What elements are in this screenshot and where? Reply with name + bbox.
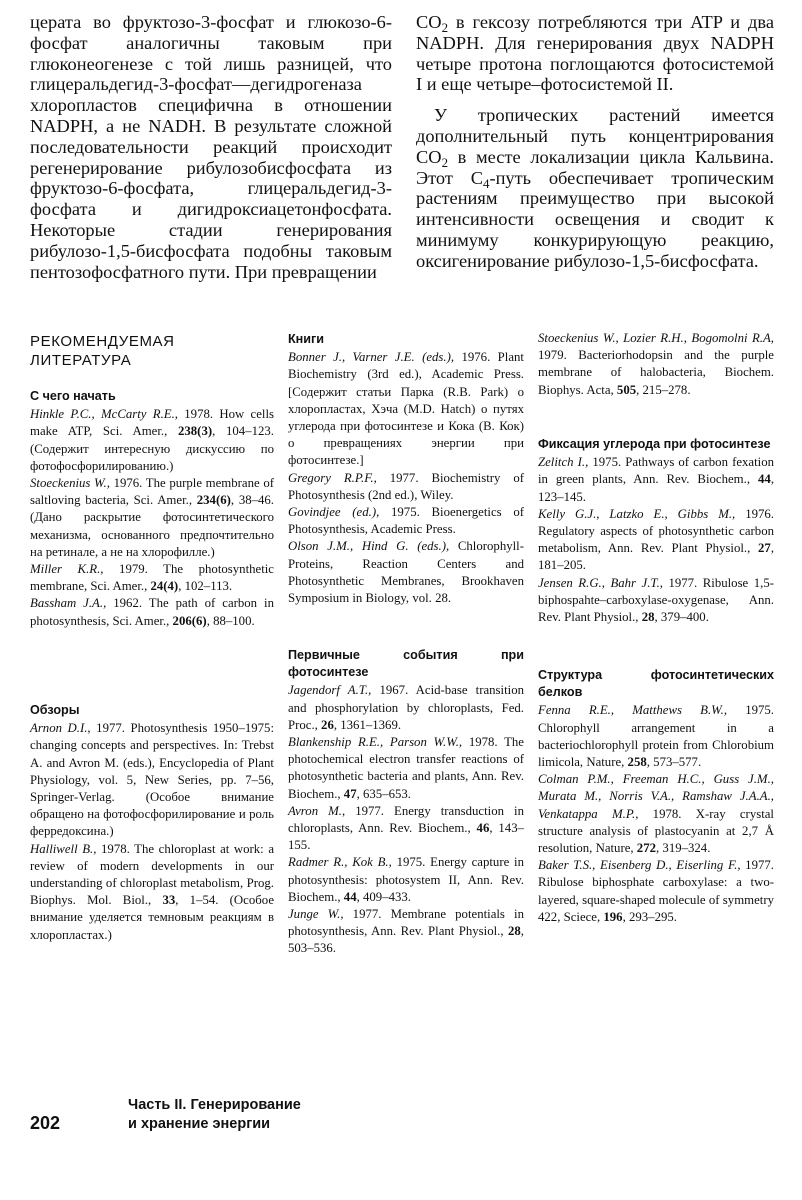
page-number: 202 bbox=[30, 1113, 61, 1133]
reference-entry bbox=[30, 561, 274, 595]
reference-entry bbox=[538, 454, 774, 506]
reference-entry bbox=[288, 854, 524, 906]
fixation-section bbox=[538, 436, 774, 626]
ref-authors: Stoeckenius W., bbox=[30, 476, 110, 491]
ref-year: 1975. bbox=[588, 455, 622, 470]
reference-entry bbox=[288, 682, 524, 734]
ref-year: 1978. bbox=[638, 806, 682, 821]
reference-entry bbox=[30, 841, 274, 944]
reference-entry bbox=[538, 771, 774, 857]
ref-title: Energy transduction in chloroplasts, Ann. Rev. Biochem., bbox=[288, 803, 524, 836]
ref-pages: , 143–155. bbox=[288, 821, 524, 853]
ref-title: The purple membrane of saltloving bacteria, Sci. Amer., bbox=[30, 476, 274, 508]
ref-authors: Olson J.M., Hind G. (eds.), bbox=[288, 539, 450, 554]
ref-year: 1962. bbox=[106, 596, 143, 611]
ref-authors: Jensen R.G., Bahr J.T., bbox=[538, 575, 663, 590]
section-heading: Структура фотосинтетических белков bbox=[538, 668, 774, 700]
ref-volume: 28 bbox=[503, 924, 521, 939]
ref-year: 1976. bbox=[454, 350, 491, 365]
ref-pages: , 1361–1369. bbox=[333, 717, 402, 732]
ref-title: Energy capture in photosynthesis: photosystem II, Ann. Rev. Biochem., bbox=[288, 855, 524, 904]
ref-volume: 33 bbox=[151, 893, 176, 908]
ref-pages: , 503–536. bbox=[288, 924, 524, 956]
ref-volume: 44 bbox=[340, 889, 357, 904]
ref-volume: 196 bbox=[600, 909, 623, 924]
ref-list bbox=[538, 702, 774, 926]
reference-entry bbox=[288, 470, 524, 504]
ref-title: Bioenergetics of Photosynthesis, Academic Press. bbox=[288, 505, 524, 537]
ref-list bbox=[30, 720, 274, 944]
ref-volume: 27 bbox=[750, 541, 771, 556]
ref-volume: 46 bbox=[470, 821, 490, 836]
ref-title: Acid-base transition and phosphorylation by chloroplasts, Fed. Proc., bbox=[288, 683, 524, 732]
reference-entry bbox=[538, 330, 774, 399]
ref-pages: , 38–46. (Дано раскрытие фотосинтетического механизма, основанного предпочтительно на ретинале, а не на хлорофилле.) bbox=[30, 493, 275, 559]
ref-title: Membrane potentials in photosynthesis, Ann. Rev. Plant Physiol., bbox=[288, 907, 524, 939]
ref-title: Biochemistry of Photosynthesis (2nd ed.), Wiley. bbox=[288, 470, 525, 502]
ref-authors: Halliwell B., bbox=[30, 841, 97, 856]
ref-volume: 24(4) bbox=[147, 579, 179, 594]
ref-pages: , 123–145. bbox=[538, 472, 775, 504]
ref-list bbox=[288, 682, 524, 957]
ref-year: 1979. bbox=[538, 348, 567, 363]
reviews-section bbox=[30, 702, 274, 944]
ref-year: 1979. bbox=[103, 562, 148, 577]
ref-title: Bacteriorhodopsin and the purple membrane of halobacteria, Biochem. Biophys. Acta, bbox=[538, 348, 774, 397]
ref-pages: , 215–278. bbox=[636, 382, 691, 397]
ref-authors: Kelly G.J., Latzko E., Gibbs M., bbox=[538, 506, 736, 521]
ref-authors: Radmer R., Kok B., bbox=[288, 855, 392, 870]
section-heading: Обзоры bbox=[30, 703, 80, 717]
ref-volume: 238(3) bbox=[167, 424, 213, 439]
ref-list bbox=[538, 330, 774, 399]
start-section bbox=[30, 388, 274, 630]
ref-year: 1975. bbox=[379, 505, 420, 520]
ref-title: Chlorophyll-Proteins, Reaction Centers and Photosynthetic Membranes, Brookhaven Symposium in Biology, vol. 28. bbox=[288, 539, 524, 606]
ref-pages: , 181–205. bbox=[538, 541, 775, 573]
ref-authors: Miller K.R., bbox=[30, 562, 104, 577]
ref-authors: Blankenship R.E., Parson W.W., bbox=[288, 735, 463, 750]
ref-title: Ribulose biphosphate carboxylase: a two-layered, square-shaped molecule of symmetry 422, Sciece, bbox=[538, 875, 774, 924]
ref-year: 1977. bbox=[376, 470, 419, 485]
section-heading: С чего начать bbox=[30, 389, 116, 403]
body-paragraph: церата во фруктозо-3-фосфат и глюкозо-6-фосфат аналогичны таковым при глюконеогенезе с той лишь разницей, что глицеральдегид-3-фосфат—дегидрогеназа хлоропластов специфична в отношении NADPH, а не NADH. В результате сложной последовательности реакций происходит регенерирование рибулозобисфосфата из фруктозо-6-фосфата, глицеральдегид-3-фосфата и дигидроксиацетонфосфата. Некоторые стадии генерирования рибулозо-1,5-бисфосфата подобны таковым пентозофосфатного пути. При превращении bbox=[30, 12, 392, 282]
ref-title: Photosynthesis 1950–1975: changing concepts and perspectives. In: Trebst A. and Avron M. (eds.), Encyclopedia of Plant Physiology, vol. 5, New Series, pp. 7–56, Springer-Verlag. (Особое внимание обращено на фотофосфорилирование и роль ферредоксина.) bbox=[30, 721, 274, 839]
ref-pages: , 379–400. bbox=[654, 610, 709, 625]
ref-authors: Hinkle P.C., McCarty R.E., bbox=[30, 407, 178, 422]
ref-authors: Avron M., bbox=[288, 803, 346, 818]
ref-authors: Fenna R.E., Matthews B.W., bbox=[538, 703, 728, 718]
primary-section bbox=[288, 647, 524, 958]
ref-pages: , 319–324. bbox=[656, 841, 711, 856]
right-start-section bbox=[538, 330, 774, 399]
reference-entry bbox=[288, 504, 524, 538]
ref-pages: , 1–54. (Особое внимание уделяется темновым реакциям в хлоропластах.) bbox=[30, 893, 274, 942]
ref-volume: 258 bbox=[624, 755, 647, 770]
reference-entry bbox=[30, 475, 274, 561]
ref-pages: , 293–295. bbox=[622, 909, 677, 924]
ref-volume: 206(6) bbox=[169, 613, 207, 628]
section-heading: Фиксация углерода при фотосинтезе bbox=[538, 437, 771, 451]
ref-year: 1978. bbox=[178, 407, 214, 422]
reading-title: РЕКОМЕНДУЕМАЯ ЛИТЕРАТУРА bbox=[30, 333, 175, 369]
ref-year: 1976. bbox=[109, 476, 143, 491]
reference-entry bbox=[538, 575, 774, 627]
ref-volume: 272 bbox=[633, 841, 657, 856]
ref-volume: 47 bbox=[340, 786, 357, 801]
reference-entry bbox=[30, 406, 274, 475]
ref-volume: 234(6) bbox=[192, 493, 231, 508]
ref-title: Pathways of carbon fexation in green plants, Ann. Rev. Biochem., bbox=[538, 455, 774, 487]
ref-year: 1977. bbox=[740, 858, 774, 873]
ref-year: 1967. bbox=[371, 683, 409, 698]
ref-list bbox=[30, 406, 274, 630]
ref-volume: 44 bbox=[750, 472, 771, 487]
ref-authors: Zelitch I., bbox=[538, 455, 589, 470]
ref-pages: , 104–123. (Содержит интересную дискуссию по фотофосфорилированию.) bbox=[30, 424, 274, 473]
ref-authors: Jagendorf A.T., bbox=[288, 683, 372, 698]
ref-year: 1977. bbox=[90, 721, 125, 736]
reference-entry bbox=[288, 803, 524, 855]
ref-title: The chloroplast at work: a review of modern developments in our understanding of chloroplast metabolism, Prog. Biophys. Mol. Biol., bbox=[30, 841, 275, 908]
ref-title: The path of carbon in photosynthesis, Sci. Amer., bbox=[30, 596, 274, 628]
reference-entry bbox=[538, 857, 774, 926]
section-heading: Книги bbox=[288, 332, 325, 346]
ref-title: Regulatory aspects of photosynthetic carbon metabolism, Ann. Rev. Plant Physiol., bbox=[538, 524, 774, 556]
reference-entry bbox=[288, 734, 524, 803]
ref-authors: Colman P.M., Freeman H.C., Guss J.M., Murata M., Norris V.A., Ramshaw J.A.A., Venkatappa M.P., bbox=[538, 772, 774, 821]
reference-entry bbox=[538, 702, 774, 771]
section-heading: Первичные события при фотосинтезе bbox=[288, 648, 524, 680]
ref-pages: , 409–433. bbox=[356, 889, 411, 904]
ref-title: The photochemical electron transfer reactions of photosynthetic bacteria and plants, Ann. Rev. Biochem., bbox=[288, 735, 524, 801]
ref-title: The photosynthetic membrane, Sci. Amer., bbox=[30, 562, 274, 594]
ref-volume: 26 bbox=[317, 717, 334, 732]
structure-section bbox=[538, 667, 774, 926]
top-right-text bbox=[416, 12, 774, 272]
ref-title: How cells make ATP, Sci. Amer., bbox=[30, 407, 275, 439]
reference-entry bbox=[288, 349, 524, 469]
ref-authors: Baker T.S., Eisenberg D., Eiserling F., bbox=[538, 858, 741, 873]
ref-title: Plant Biochemistry (3rd ed.), Academic Press. [Содержит статьи Парка (R.B. Park) о хлоропластах, Хэча (M.D. Hatch) о путях углерода при фотосинтезе и Кока (B. Кок) о превращениях энергии при фотосинтезе.] bbox=[288, 350, 524, 468]
ref-year: 1978. bbox=[462, 735, 498, 750]
ref-year: 1977. bbox=[345, 803, 384, 818]
ref-authors: Bonner J., Varner J.E. (eds.), bbox=[288, 350, 455, 365]
ref-authors: Junge W., bbox=[288, 907, 344, 922]
body-paragraph: У тропических растений имеется дополнительный путь концентрирования $CO_2$ в месте локализации цикла Кальвина. Этот $C_4$-путь обеспечивает тропическим растениям преимущество при высокой интенсивности освещения и сводит к минимуму конкурирующую реакцию, оксигенирование рибулозо-1,5-бисфосфата. bbox=[416, 105, 774, 271]
books-section bbox=[288, 331, 524, 607]
top-left-paragraph bbox=[30, 12, 392, 282]
ref-title: Ribulose 1,5-biphospahte–carboxylase-oxygenase, Ann. Rev. Plant Physiol., bbox=[538, 575, 774, 625]
ref-title: X-ray crystal structure analysis of plastocyanin at 2,7 Å resolution, Nature, bbox=[538, 806, 774, 856]
ref-title: Chlorophyll arrangement in a bacteriochlorophyll protein from Chlorobium limicola, Nature, bbox=[538, 720, 774, 770]
reference-entry bbox=[288, 538, 524, 607]
ref-year: 1978. bbox=[96, 841, 130, 856]
ref-year: 1977. bbox=[662, 575, 698, 590]
ref-authors: Gregory R.P.F., bbox=[288, 470, 377, 485]
body-paragraph: $CO_2$ в гексозу потребляются три ATP и два NADPH. Для генерирования двух NADPH четыре протона поглощаются фотосистемой I и еще четыре–фотосистемой II. bbox=[416, 12, 774, 95]
ref-list bbox=[288, 349, 524, 607]
ref-volume: 505 bbox=[613, 382, 637, 397]
ref-year: 1975. bbox=[391, 855, 426, 870]
reference-entry bbox=[288, 906, 524, 958]
ref-authors: Govindjee (ed.), bbox=[288, 505, 380, 520]
ref-pages: , 88–100. bbox=[206, 613, 255, 628]
ref-pages: , 573–577. bbox=[646, 755, 702, 770]
ref-year: 1977. bbox=[343, 907, 382, 922]
ref-year: 1975. bbox=[727, 703, 774, 718]
reference-entry bbox=[538, 506, 774, 575]
ref-authors: Arnon D.I., bbox=[30, 721, 91, 736]
ref-pages: , 635–653. bbox=[356, 786, 411, 801]
reference-entry bbox=[30, 595, 274, 629]
ref-list bbox=[538, 454, 774, 626]
ref-authors: Bassham J.A., bbox=[30, 596, 107, 611]
part-title: Часть II. Генерирование и хранение энергии bbox=[128, 1097, 301, 1132]
ref-year: 1976. bbox=[735, 506, 774, 521]
reference-entry bbox=[30, 720, 274, 840]
ref-volume: 28 bbox=[638, 610, 655, 625]
ref-pages: , 102–113. bbox=[178, 579, 233, 594]
ref-authors: Stoeckenius W., Lozier R.H., Bogomolni R.A, bbox=[538, 331, 774, 345]
